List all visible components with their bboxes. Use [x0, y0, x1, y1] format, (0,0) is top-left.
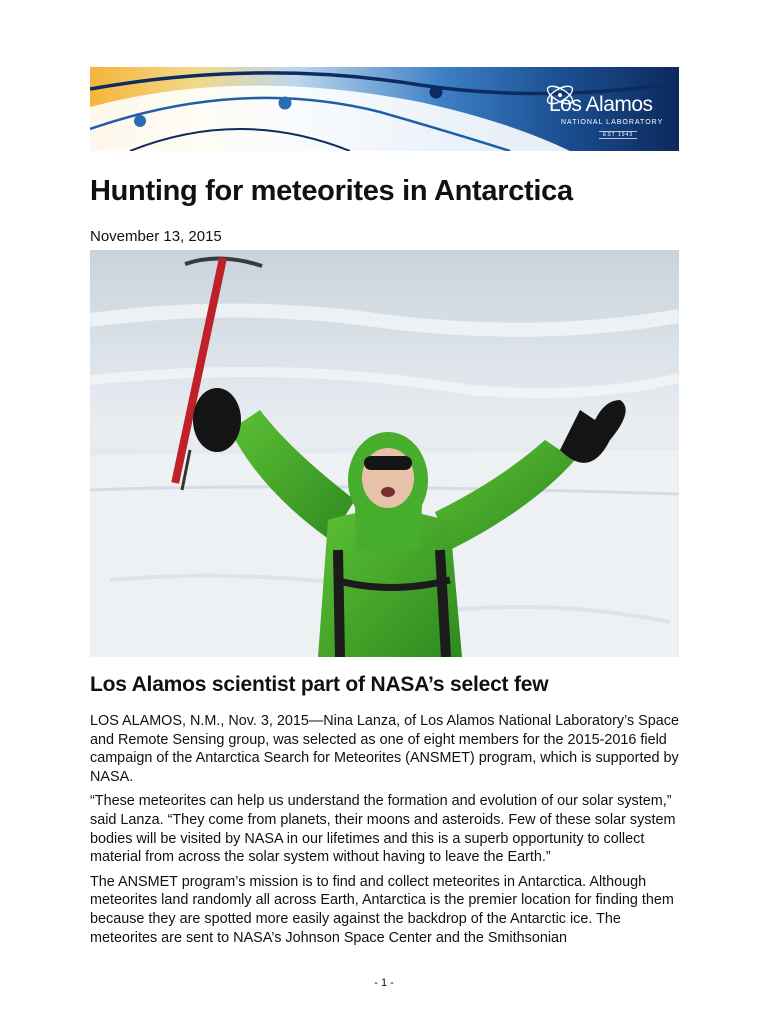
scientist-in-snow-image — [90, 250, 679, 657]
page-number: - 1 - — [374, 977, 394, 989]
logo-subtitle: NATIONAL LABORATORY — [561, 119, 664, 126]
paragraph: “These meteorites can help us understand the formation and evolution of our solar system,” said Lanza. “They come from planets, their moons and asteroids. Few of these solar system bodies will be visited by NASA in our lifetimes and this is a superb opportunity to collect material from across the solar system without having to leave the Earth.” — [90, 793, 676, 866]
logo-name: Los Alamos — [549, 93, 653, 116]
logo-established: EST 1943 — [599, 131, 637, 139]
article-date: November 13, 2015 — [90, 228, 222, 245]
paragraph: LOS ALAMOS, N.M., Nov. 3, 2015—Nina Lanza, of Los Alamos National Laboratory’s Space and Remote Sensing group, was selected as one of eight members for the 2015-2016 field campaign of the Antarctica Search for Meteorites (ANSMET) program, which is supported by NASA. — [90, 713, 679, 785]
article-body — [90, 712, 685, 953]
lanl-banner — [90, 67, 679, 151]
lanl-logo — [529, 77, 669, 147]
article-title: Hunting for meteorites in Antarctica — [90, 175, 573, 207]
paragraph: The ANSMET program’s mission is to find and collect meteorites in Antarctica. Although meteorites land randomly all across Earth, Antarctica is the premier location for finding them because they are spotted more easily against the backdrop of the Antarctic ice. The meteorites are sent to NASA’s Johnson Space Center and the Smithsonian — [90, 873, 674, 946]
article-subtitle: Los Alamos scientist part of NASA’s select few — [90, 673, 549, 696]
article-photo — [90, 250, 679, 657]
